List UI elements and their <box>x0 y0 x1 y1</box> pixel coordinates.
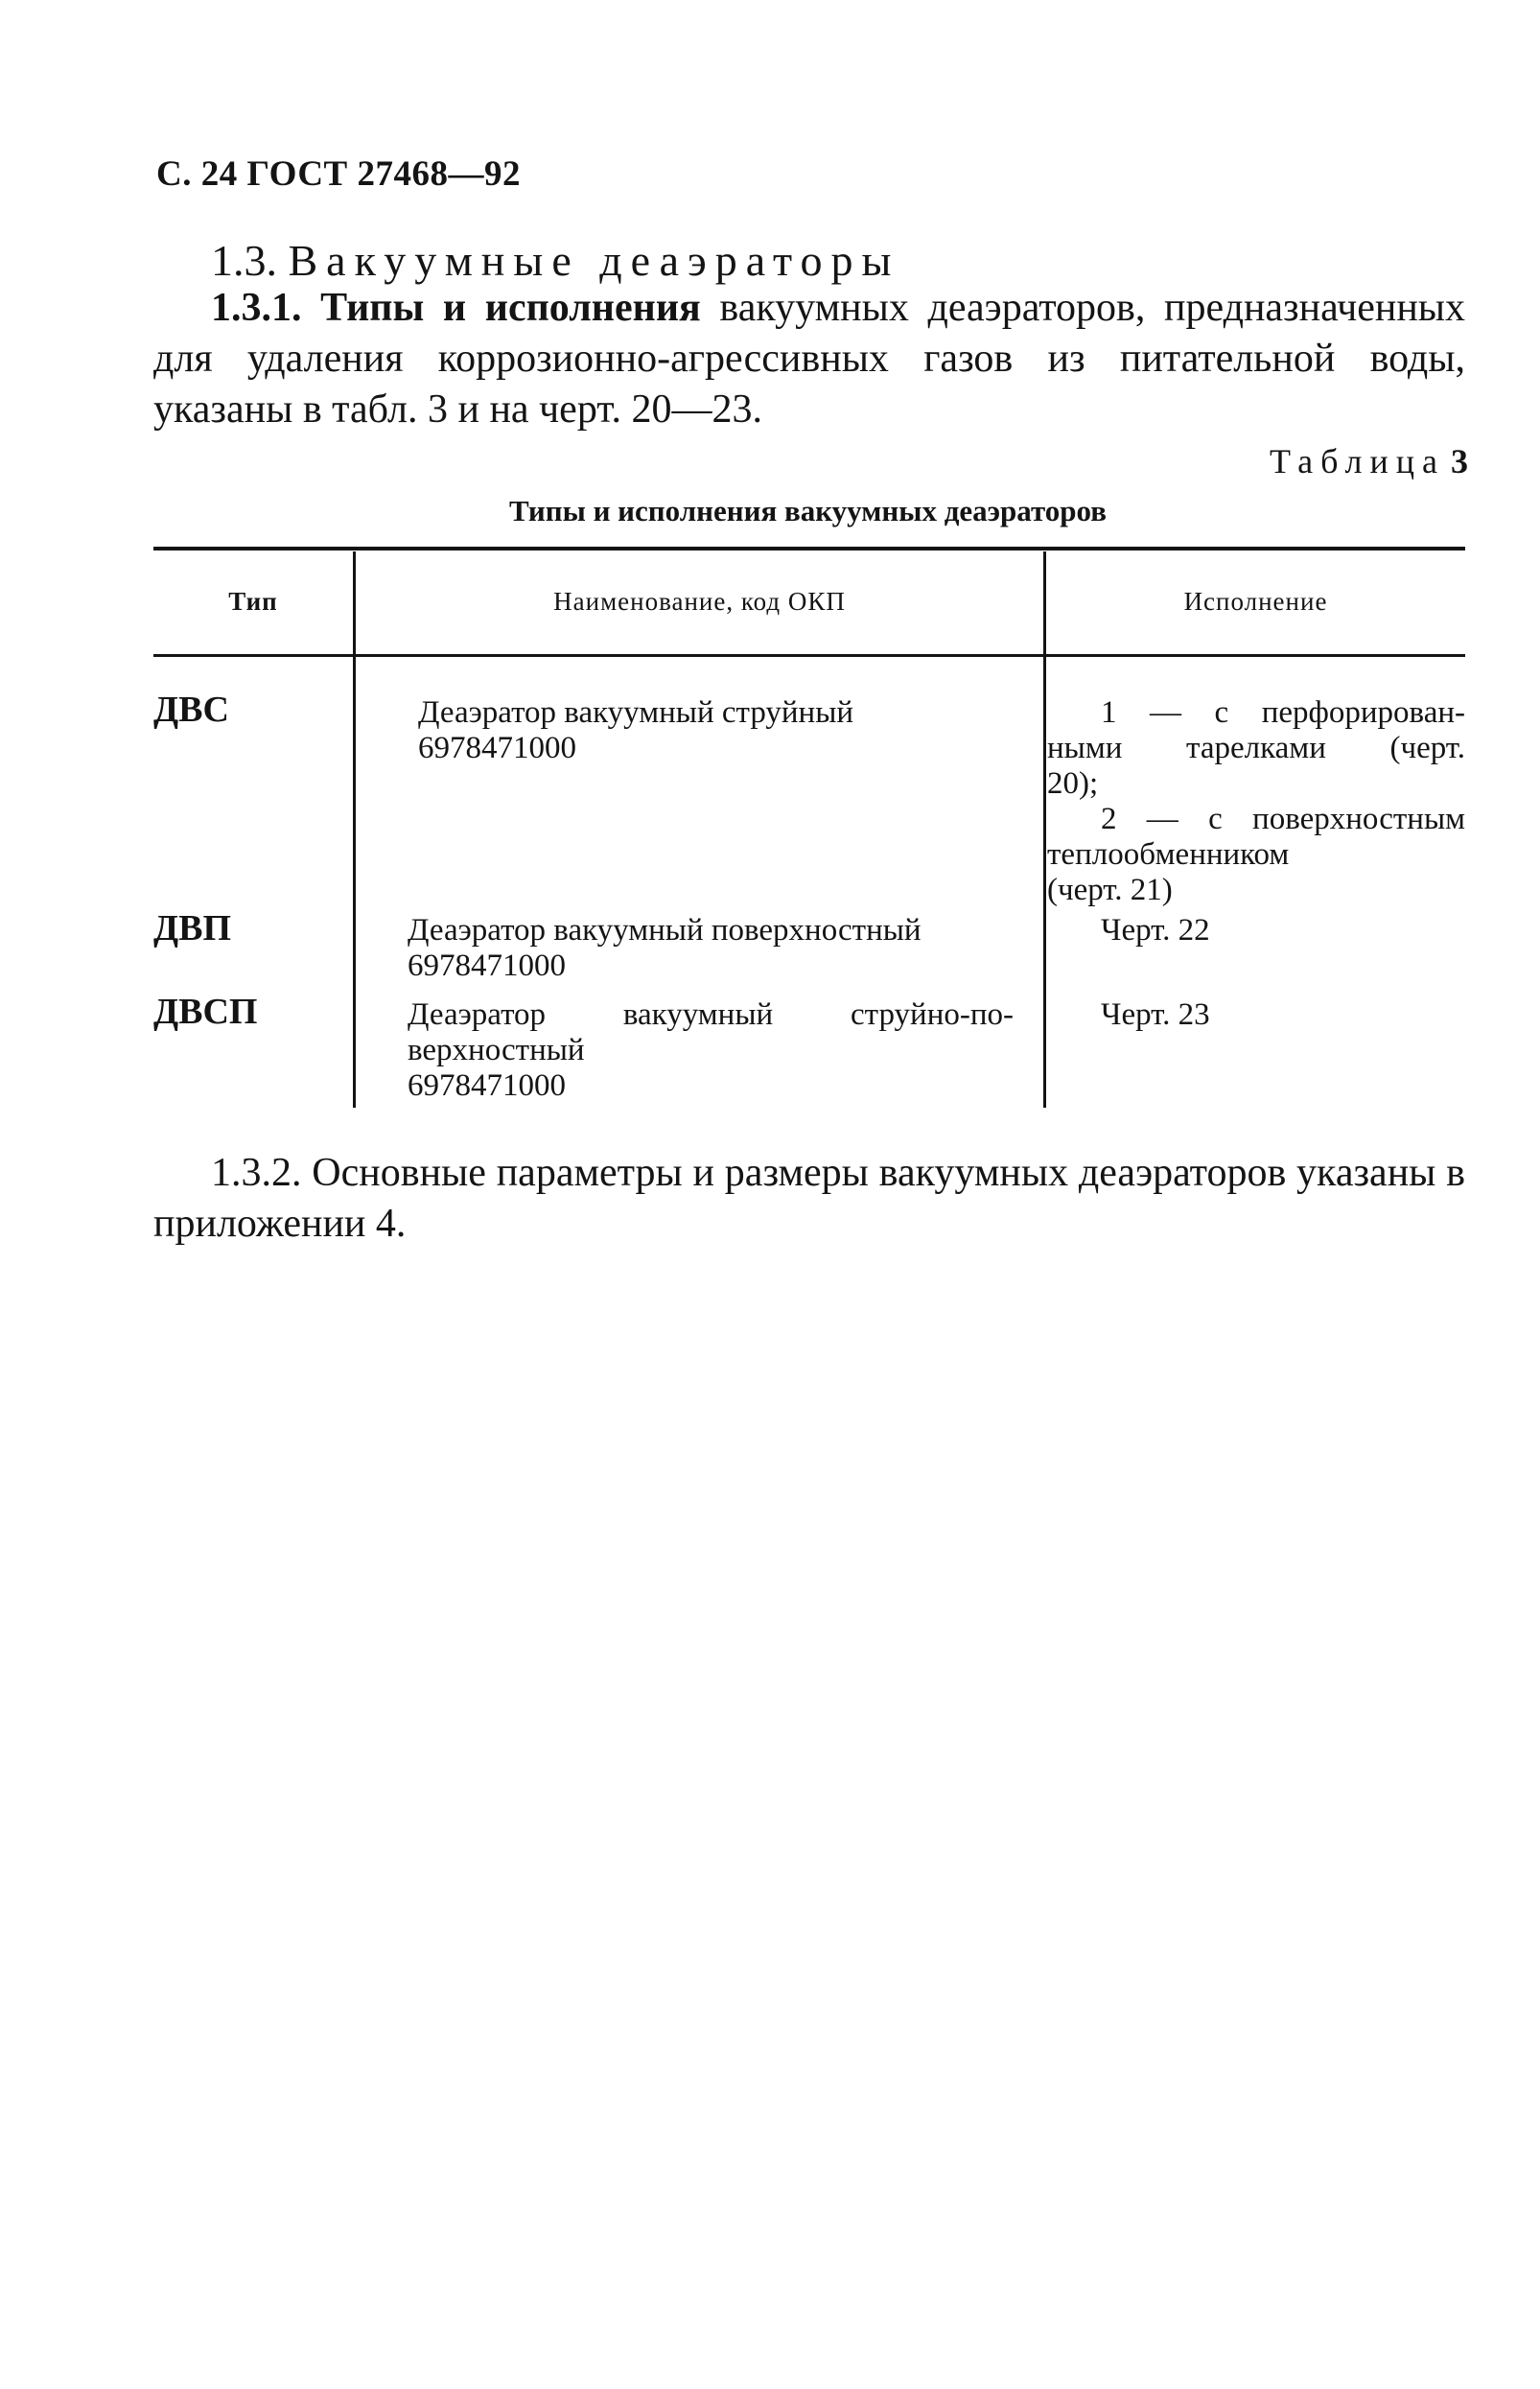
page-header: С. 24 ГОСТ 27468—92 <box>156 154 521 194</box>
table-column-divider <box>1043 551 1046 1108</box>
okp-code: 6978471000 <box>408 1068 566 1103</box>
table-header-type: Тип <box>228 587 278 616</box>
paragraph-1-3-2 <box>153 1148 1465 1250</box>
execution-line: (черт. 21) <box>1047 873 1173 907</box>
device-name-cont: верхностный <box>408 1033 585 1067</box>
table-cell-name <box>418 695 1024 766</box>
paragraph-text: вакуумных деаэраторов, предназначенных для удаления коррозионно-агрессивных газов из питательной воды, указаны в табл. 3 и на черт. 20—23. <box>153 286 1466 432</box>
table-header-name: Наименование, код ОКП <box>553 587 846 616</box>
table-cell-type: ДВС <box>153 690 229 730</box>
table-number <box>1270 441 1468 481</box>
execution-line: 20); <box>1047 766 1099 801</box>
okp-code: 6978471000 <box>418 731 576 765</box>
table-header-execution: Исполнение <box>1183 587 1328 616</box>
table-cell-execution <box>1047 997 1465 1033</box>
execution-line: теплообменником <box>1047 837 1290 872</box>
okp-code: 6978471000 <box>408 949 566 983</box>
table-cell-execution <box>1047 695 1465 908</box>
table-top-rule <box>153 547 1465 550</box>
table-cell-name <box>408 913 1014 984</box>
section-number: 1.3. <box>211 236 277 285</box>
table-cell-type: ДВП <box>153 908 232 949</box>
execution-line: Черт. 23 <box>1101 997 1210 1032</box>
device-name: Деаэратор вакуумный струйно-по- <box>408 997 1014 1032</box>
table-column-divider <box>353 551 356 1108</box>
paragraph-number: 1.3.2. <box>211 1151 302 1195</box>
paragraph-1-3-1 <box>153 283 1465 435</box>
paragraph-text: Основные параметры и размеры вакуумных деаэраторов указаны в приложении 4. <box>153 1151 1466 1246</box>
table-title: Типы и исполнения вакуумных деаэраторов <box>508 494 1107 527</box>
paragraph-lead: Типы и исполнения <box>320 286 701 330</box>
execution-line: 1 — с перфорирован- <box>1101 695 1465 730</box>
execution-line: ными тарелками (черт. <box>1047 731 1465 765</box>
execution-line: 2 — с поверхностным <box>1101 802 1465 836</box>
table-cell-name <box>408 997 1014 1104</box>
table-cell-type: ДВСП <box>153 992 258 1032</box>
execution-line: Черт. 22 <box>1101 913 1210 948</box>
table-cell-execution <box>1047 913 1465 949</box>
section-title: Вакуумные деаэраторы <box>288 236 900 285</box>
table-header-rule <box>153 654 1465 657</box>
device-name: Деаэратор вакуумный поверхностный <box>408 913 922 948</box>
table-label: Таблица <box>1270 442 1445 480</box>
table-number-value: 3 <box>1451 442 1468 480</box>
section-heading <box>211 235 899 286</box>
device-name: Деаэратор вакуумный струйный <box>418 695 854 730</box>
paragraph-number: 1.3.1. <box>211 286 302 330</box>
